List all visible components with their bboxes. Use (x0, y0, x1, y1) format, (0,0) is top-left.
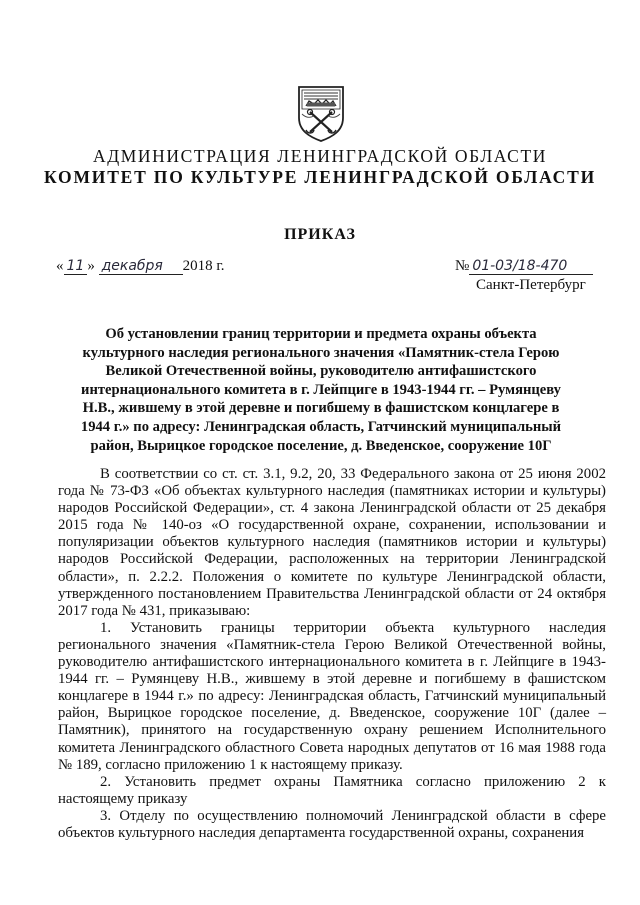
order-number-value: 01-03/18-470 (469, 258, 593, 275)
date-quote-close: » (87, 258, 95, 274)
date-month: декабря (99, 258, 183, 275)
committee-name: КОМИТЕТ ПО КУЛЬТУРЕ ЛЕНИНГРАДСКОЙ ОБЛАСТИ (44, 167, 596, 187)
city-name: Санкт-Петербург (476, 277, 586, 293)
clause-2-paragraph: 2. Установить предмет охраны Памятника согласно приложению 2 к настоящему приказу (58, 773, 606, 807)
clause-1-paragraph: 1. Установить границы территории объекта культурного наследия регионального значения «Памятник-стела Герою Великой Отечественной войны, руководителю антифашистского интернационального комитета в г. Лейпциге в 1943-1944 гг. – Румянцеву Н.В., жившему в этой деревне и погибшему в фашистском концлагере в 1944 г.» по адресу: Ленинградская область, Гатчинский муниципальный район, Вырицкое городское поселение, д. Введенское, сооружение 10Г (далее – Памятник), принятого на государственную охрану решением Исполнительного комитета Ленинградского областного Совета народных депутатов от 16 мая 1988 года № 189, согласно приложению 1 к настоящему приказу. (58, 619, 606, 773)
coat-of-arms-icon (296, 84, 346, 142)
number-sign: № (455, 258, 470, 274)
organization-name: АДМИНИСТРАЦИЯ ЛЕНИНГРАДСКОЙ ОБЛАСТИ (93, 146, 547, 166)
clause-3-paragraph: 3. Отделу по осуществлению полномочий Ленинградской области в сфере объектов культурного наследия департамента государственной охраны, сохранения (58, 807, 606, 841)
document-type-heading: ПРИКАЗ (284, 226, 356, 243)
preamble-paragraph: В соответствии со ст. ст. 3.1, 9.2, 20, 33 Федерального закона от 25 июня 2002 года № 73-ФЗ «Об объектах культурного наследия (памятниках истории и культуры) народов Российской Федерации», ст. 4 закона Ленинградской области от 25 декабря 2015 года № 140-оз «О государственной охране, сохранении, использовании и популяризации объектов культурного наследия (памятников истории и культуры) народов Российской Федерации, расположенных на территории Ленинградской области», п. 2.2.2. Положения о комитете по культуре Ленинградской области, утвержденного постановлением Правительства Ленинградской области от 24 октября 2017 года № 431, приказываю: (58, 466, 606, 619)
order-title: Об установлении границ территории и предмета охраны объекта культурного наследия регионального значения «Памятник-стела Герою Великой Отечественной войны, руководителю антифашистского интернационального комитета в г. Лейпциге в 1943-1944 гг. – Румянцеву Н.В., жившему в этой деревне и погибшему в фашистском концлагере в 1944 г.» по адресу: Ленинградская область, Гатчинский муниципальный район, Вырицкое городское поселение, д. Введенское, сооружение 10Г (80, 326, 562, 454)
order-number (455, 258, 593, 275)
date-quote-open: « (56, 258, 64, 274)
order-date (56, 258, 225, 275)
date-year: 2018 г. (182, 258, 225, 274)
date-day: 11 (64, 258, 88, 275)
order-body (58, 466, 606, 842)
